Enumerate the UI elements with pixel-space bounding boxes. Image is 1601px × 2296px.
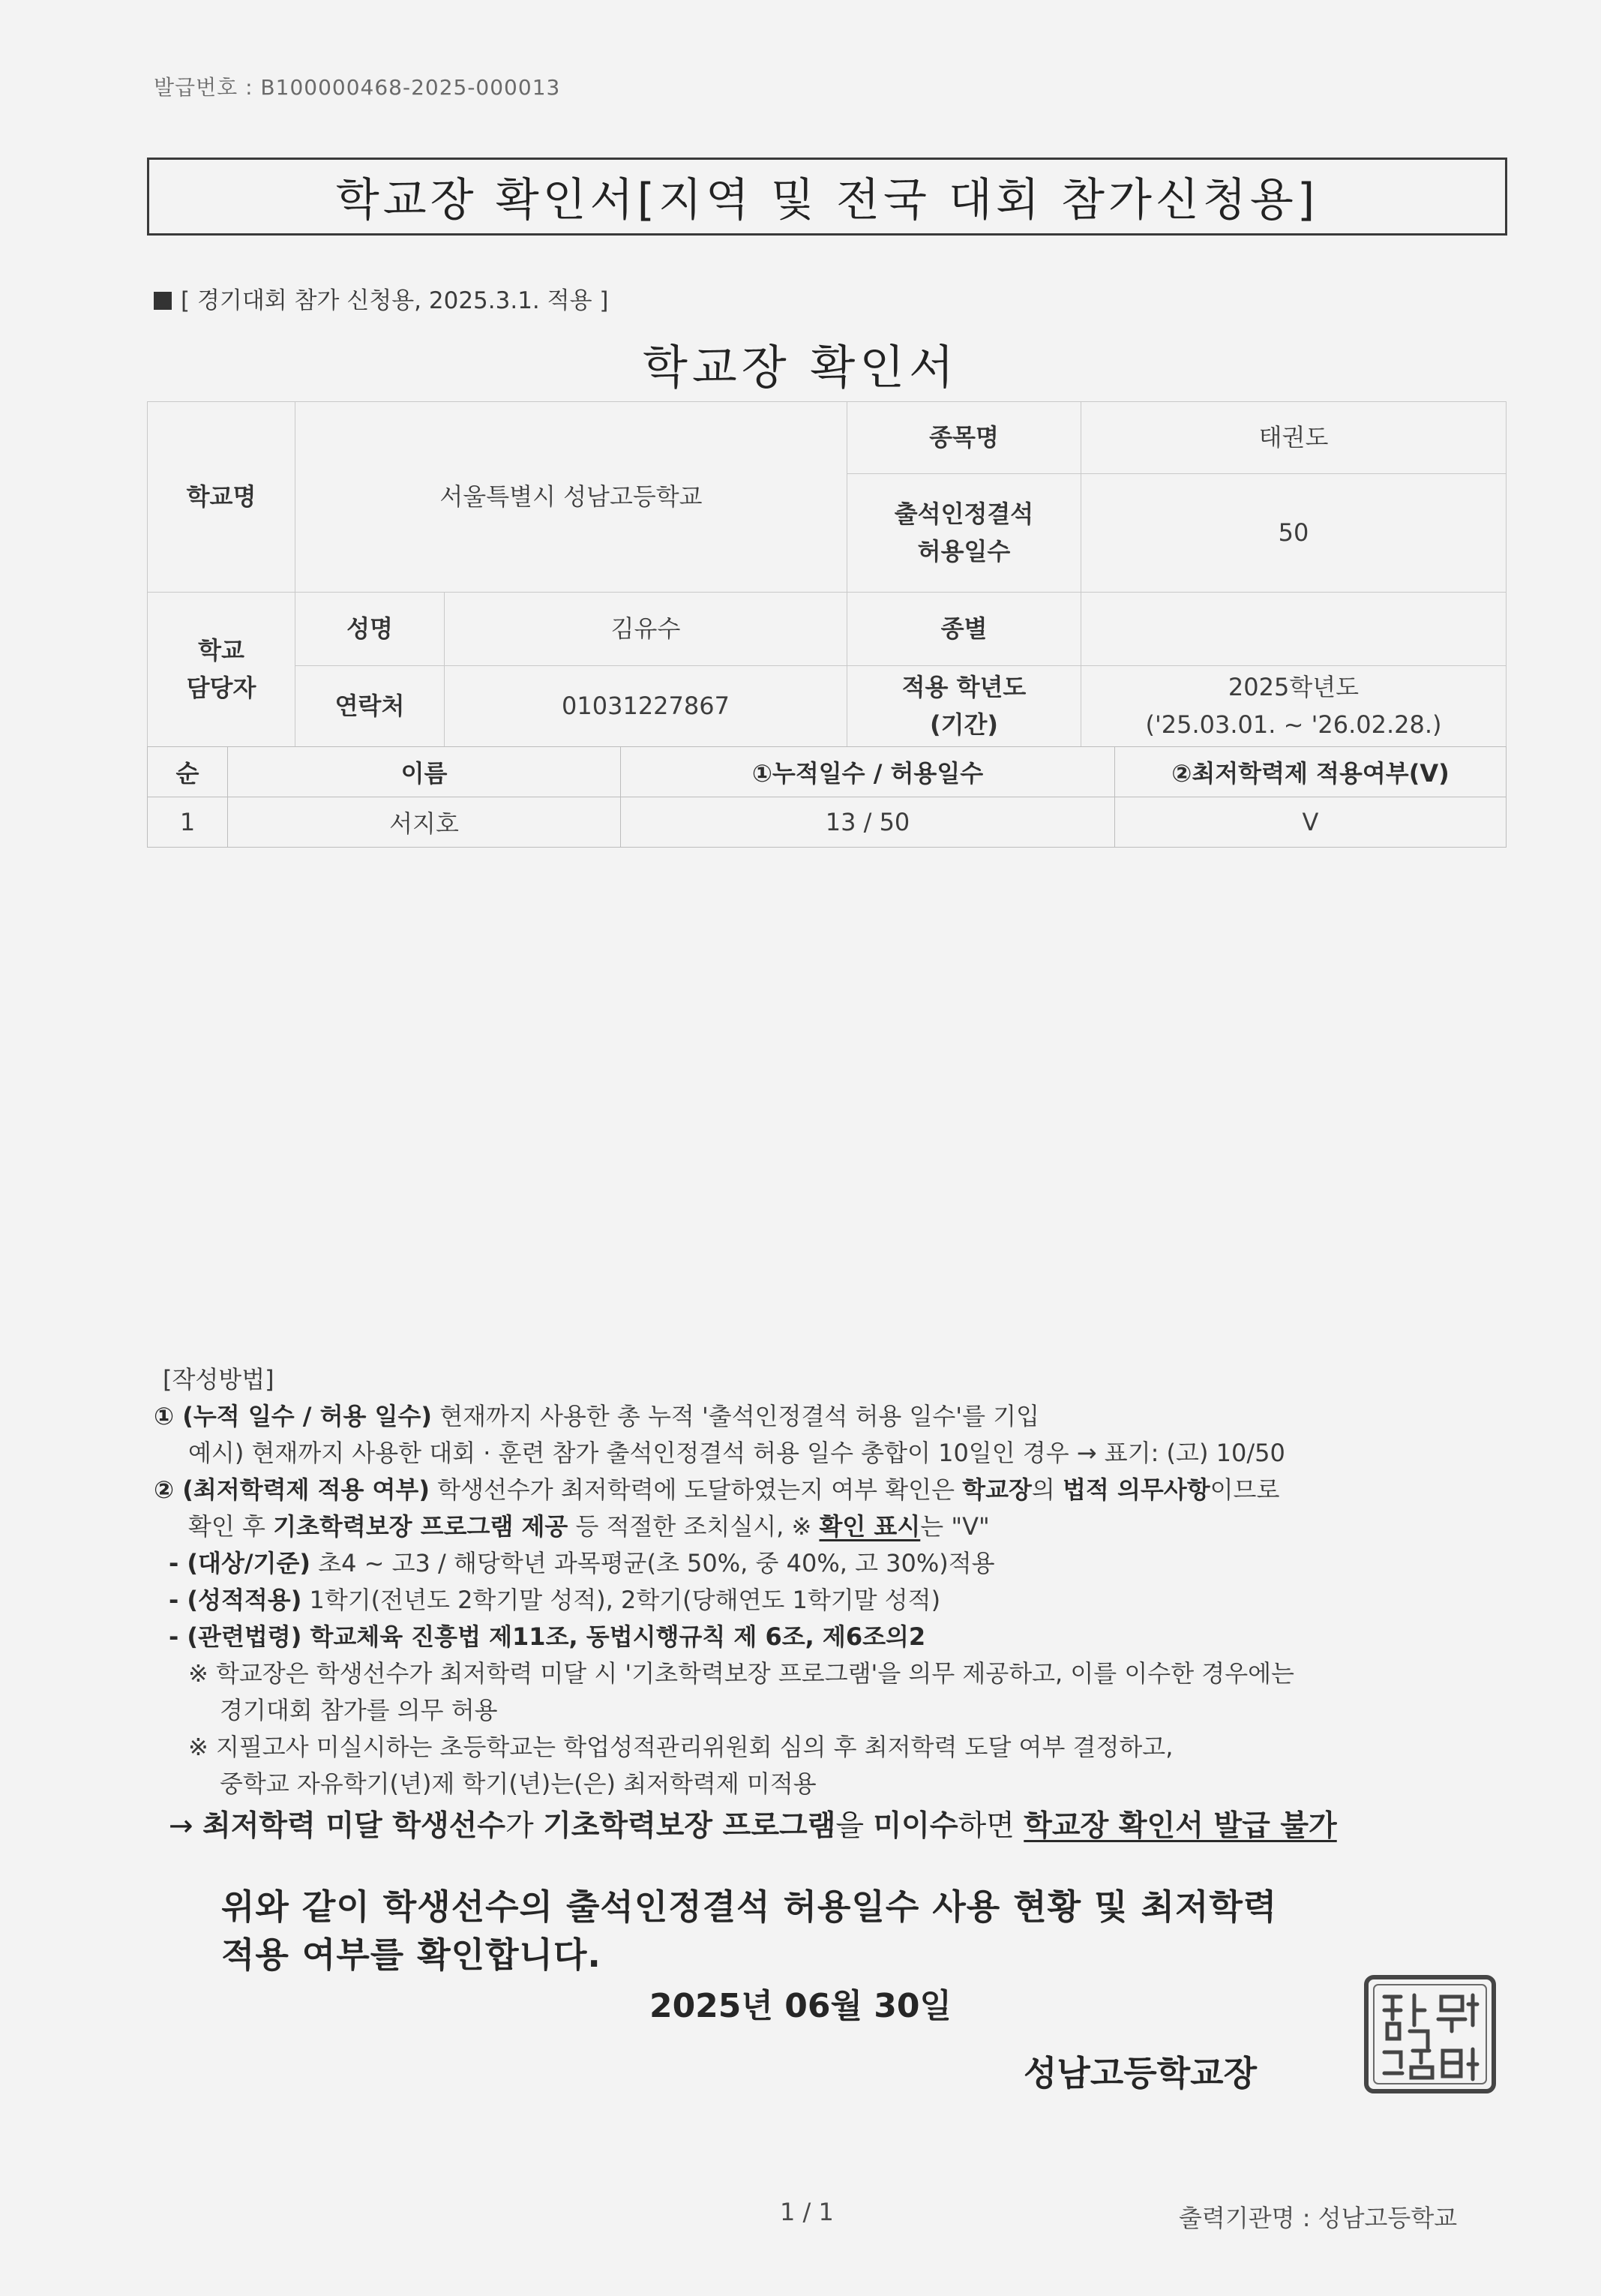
warning-part-e: 을 xyxy=(835,1809,874,1843)
event-label: 종목명 xyxy=(847,402,1081,474)
page-number: 1 / 1 xyxy=(780,2198,834,2226)
instruction-2-line2-a: 확인 후 xyxy=(188,1512,274,1541)
athlete-list-table xyxy=(147,746,1507,848)
warning-arrow: → xyxy=(169,1809,203,1843)
header-title-text: 학교장 확인서[지역 및 전국 대회 참가신청용] xyxy=(335,174,1319,227)
instruction-1-text: 현재까지 사용한 총 누적 '출석인정결석 허용 일수'를 기입 xyxy=(432,1402,1039,1430)
instructions-heading: [작성방법] xyxy=(163,1365,274,1394)
column-header-name: 이름 xyxy=(228,747,621,797)
column-header-min-grade: ②최저학력제 적용여부(V) xyxy=(1115,747,1507,797)
column-header-number: 순 xyxy=(148,747,228,797)
allowed-days-label-line1: 출석인정결석 xyxy=(894,499,1034,528)
column-header-days: ①누적일수 / 허용일수 xyxy=(621,747,1115,797)
criteria-grades xyxy=(154,1582,1526,1619)
criteria-target-text: 초4 ~ 고3 / 해당학년 과목평균(초 50%, 중 40%, 고 30%)적용 xyxy=(310,1549,995,1577)
warning-part-g: 하면 xyxy=(958,1809,1024,1843)
instruction-2-mark: 확인 표시 xyxy=(819,1512,921,1541)
instruction-1-title: ① (누적 일수 / 허용 일수) xyxy=(154,1402,433,1430)
application-note-text: [ 경기대회 참가 신청용, 2025.3.1. 적용 ] xyxy=(181,287,609,314)
school-name-label: 학교명 xyxy=(148,402,295,593)
reference-note-1-line2: 경기대회 참가를 의무 허용 xyxy=(220,1696,498,1724)
row-days: 13 / 50 xyxy=(621,797,1115,848)
document-header-title xyxy=(147,158,1507,236)
school-year-value-line1: 2025학년도 xyxy=(1228,672,1360,701)
confirmation-statement xyxy=(221,1883,1277,1979)
warning-part-b: 최저학력 미달 학생선수 xyxy=(202,1809,505,1843)
instruction-2-title: ② (최저학력제 적용 여부) xyxy=(154,1475,430,1504)
row-athlete-name: 서지호 xyxy=(228,797,621,848)
confirmation-line-1: 위와 같이 학생선수의 출석인정결석 허용일수 사용 현황 및 최저학력 xyxy=(221,1886,1278,1927)
manager-contact-label: 연락처 xyxy=(295,666,445,747)
school-info-table xyxy=(147,401,1507,747)
issue-date: 2025년 06월 30일 xyxy=(649,1987,952,2025)
school-year-label xyxy=(847,666,1081,747)
reference-note-2-line2: 중학교 자유학기(년)제 학기(년)는(은) 최저학력제 미적용 xyxy=(220,1769,817,1798)
instruction-2-line2-b: 등 적절한 조치실시, ※ xyxy=(568,1512,820,1541)
warning-part-c: 가 xyxy=(505,1809,544,1843)
confirmation-line-2: 적용 여부를 확인합니다. xyxy=(221,1934,601,1975)
instruction-1-example: 예시) 현재까지 사용한 대회 · 훈련 참가 출석인정결석 허용 일수 총합이 10일인 경우 → 표기: (고) 10/50 xyxy=(188,1439,1285,1467)
reference-note-2: ※ 지필고사 미실시하는 초등학교는 학업성적관리위원회 심의 후 최저학력 도달 여부 결정하고, xyxy=(188,1733,1174,1761)
table-header-row xyxy=(148,747,1507,797)
manager-label xyxy=(148,593,295,747)
allowed-days-label-line2: 허용일수 xyxy=(917,536,1011,566)
application-note xyxy=(154,281,608,315)
instruction-2-text-e: 이므로 xyxy=(1210,1475,1280,1504)
table-row xyxy=(148,797,1507,848)
output-organization: 출력기관명 : 성남고등학교 xyxy=(1179,2204,1458,2232)
black-square-icon xyxy=(154,292,172,310)
warning-part-h: 학교장 확인서 발급 불가 xyxy=(1024,1809,1337,1843)
event-value: 태권도 xyxy=(1081,402,1507,474)
manager-contact-value: 01031227867 xyxy=(445,666,847,747)
instruction-2-duty: 법적 의무사항 xyxy=(1063,1475,1210,1504)
criteria-law xyxy=(154,1619,1526,1655)
allowed-days-value: 50 xyxy=(1081,474,1507,593)
warning-part-f: 미이수 xyxy=(873,1809,958,1843)
instruction-2-line2-c: 는 "V" xyxy=(920,1512,990,1541)
instruction-2 xyxy=(154,1472,1526,1508)
reference-note-1: ※ 학교장은 학생선수가 최저학력 미달 시 '기초학력보장 프로그램'을 의무 제공하고, 이를 이수한 경우에는 xyxy=(188,1659,1294,1688)
warning-line xyxy=(154,1802,1526,1850)
school-year-value-line2: ('25.03.01. ~ '26.02.28.) xyxy=(1145,710,1442,739)
instruction-2-program: 기초학력보장 프로그램 제공 xyxy=(273,1512,568,1541)
criteria-target-title: - (대상/기준) xyxy=(169,1549,311,1577)
allowed-days-label xyxy=(847,474,1081,593)
row-min-grade-check: V xyxy=(1115,797,1507,848)
category-label: 종별 xyxy=(847,593,1081,666)
manager-label-line1: 학교 xyxy=(198,635,244,665)
issue-number: 발급번호 : B100000468-2025-000013 xyxy=(154,75,561,100)
instruction-2-text-a: 학생선수가 최저학력에 도달하였는지 여부 확인은 xyxy=(429,1475,963,1504)
category-value xyxy=(1081,593,1507,666)
school-year-label-line1: 적용 학년도 xyxy=(901,672,1027,701)
manager-label-line2: 담당자 xyxy=(186,673,256,702)
criteria-target xyxy=(154,1545,1526,1582)
instructions-section xyxy=(154,1361,1526,1850)
criteria-grades-text: 1학기(전년도 2학기말 성적), 2학기(당해연도 1학기말 성적) xyxy=(301,1586,941,1614)
criteria-law-text: - (관련법령) 학교체육 진흥법 제11조, 동법시행규칙 제 6조, 제6조의2 xyxy=(169,1622,926,1651)
page-title: 학교장 확인서 xyxy=(642,340,959,395)
warning-part-d: 기초학력보장 프로그램 xyxy=(543,1809,836,1843)
school-seal-stamp xyxy=(1363,1974,1497,2094)
manager-name-label: 성명 xyxy=(295,593,445,666)
criteria-grades-title: - (성적적용) xyxy=(169,1586,302,1614)
school-year-value xyxy=(1081,666,1507,747)
school-year-label-line2: (기간) xyxy=(929,710,999,739)
instruction-2-principal: 학교장 xyxy=(962,1475,1032,1504)
row-number: 1 xyxy=(148,797,228,848)
instruction-1 xyxy=(154,1398,1526,1435)
manager-name-value: 김유수 xyxy=(445,593,847,666)
instruction-2-line2 xyxy=(154,1508,1526,1545)
principal-signature: 성남고등학교장 xyxy=(1024,2053,1258,2093)
instruction-2-text-c: 의 xyxy=(1031,1475,1063,1504)
school-name-value: 서울특별시 성남고등학교 xyxy=(295,402,847,593)
